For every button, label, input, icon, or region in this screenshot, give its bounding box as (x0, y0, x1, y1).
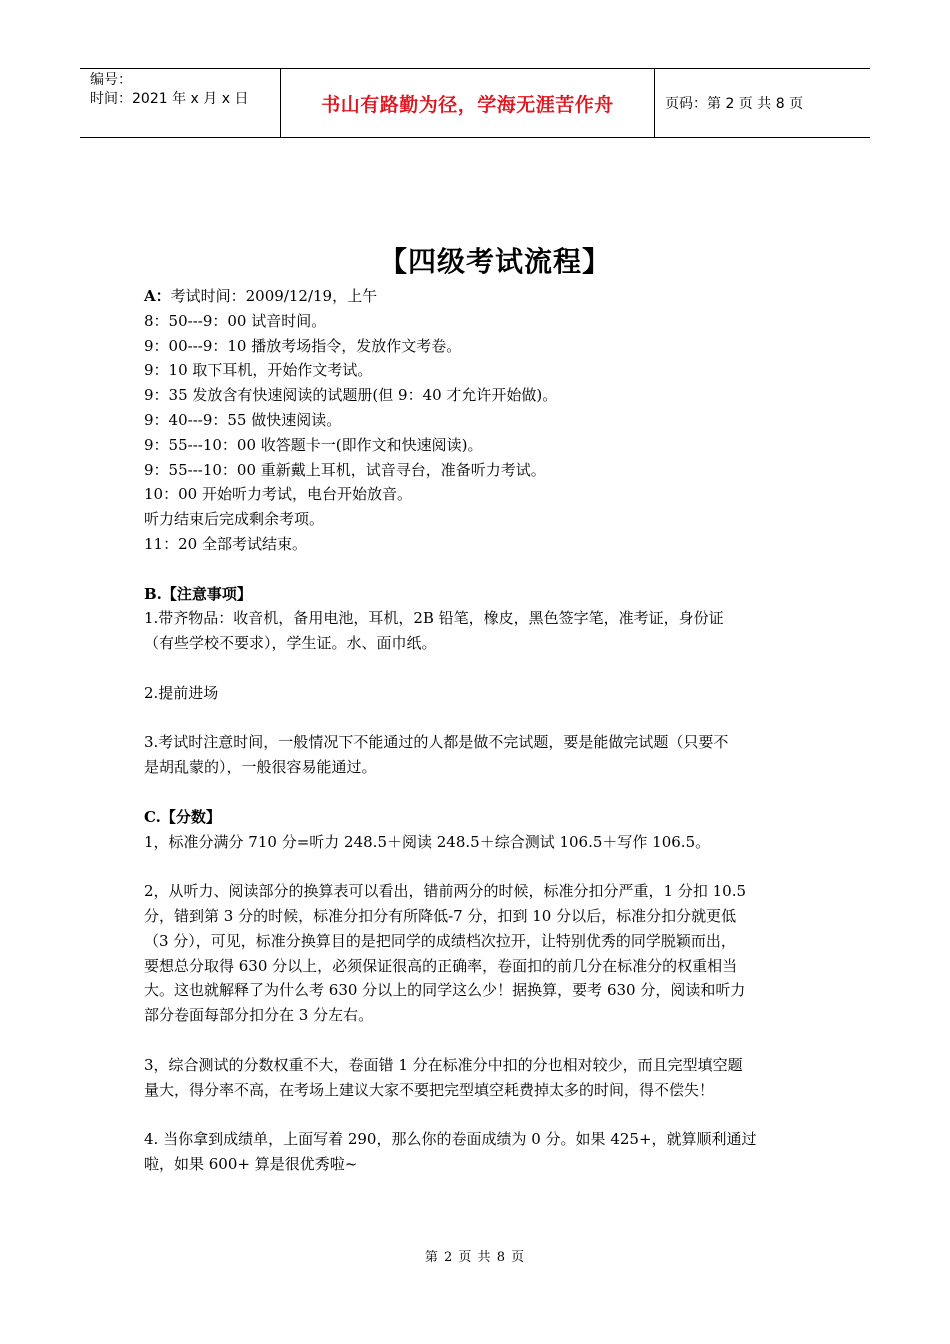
schedule-line: 11：20 全部考试结束。 (144, 534, 307, 553)
spacer (144, 780, 812, 805)
score-paragraph-3-line: 3，综合测试的分数权重不大，卷面错 1 分在标准分中扣的分也相对较少，而且完型填空题 (144, 1055, 743, 1074)
section-b-heading: B.【注意事项】 (144, 584, 252, 603)
spacer (144, 557, 812, 582)
score-paragraph-2-line: （3 分），可见，标准分换算目的是把同学的成绩档次拉开，让特别优秀的同学脱颖而出， (144, 931, 736, 950)
notice-item-3-line-1: 3.考试时注意时间，一般情况下不能通过的人都是做不完试题，要是能做完试题（只要不 (144, 733, 729, 752)
notice-item-1-line-1: 1.带齐物品：收音机，备用电池，耳机，2B 铅笔，橡皮，黑色签字笔，准考证，身份证 (144, 609, 724, 628)
spacer (144, 1028, 812, 1053)
document-title: 【四级考试流程】 (378, 245, 611, 278)
motto-text: 书山有路勤为径，学海无涯苦作舟 (321, 93, 614, 116)
section-a-heading-text: 考试时间：2009/12/19，上午 (170, 287, 378, 305)
notice-item-2: 2.提前进场 (144, 683, 219, 702)
score-paragraph-2-line: 分，错到第 3 分的时候，标准分扣分有所降低-7 分，扣到 10 分以后，标准分扣分就更低 (144, 906, 737, 925)
document-body (144, 284, 812, 1177)
schedule-line: 10：00 开始听力考试，电台开始放音。 (144, 485, 412, 504)
spacer (144, 1102, 812, 1127)
schedule-line: 9：00---9：10 播放考场指令，发放作文考卷。 (144, 336, 462, 355)
notice-item-3-line-2: 是胡乱蒙的），一般很容易能通过。 (144, 758, 377, 777)
schedule-line: 8：50---9：00 试音时间。 (144, 311, 327, 330)
serial-number-label: 编号： (90, 72, 132, 88)
schedule-line: 听力结束后完成剩余考项。 (144, 510, 325, 529)
header-meta (80, 69, 281, 137)
schedule-line: 9：10 取下耳机，开始作文考试。 (144, 361, 373, 380)
score-paragraph-2-line: 大。这也就解释了为什么考 630 分以上的同学这么少！据换算，要考 630 分，阅读和听力 (144, 981, 746, 1000)
score-paragraph-4-line: 4. 当你拿到成绩单，上面写着 290，那么你的卷面成绩为 0 分。如果 425+，就算顺利通过 (144, 1130, 757, 1149)
score-paragraph-1: 1，标准分满分 710 分=听力 248.5＋阅读 248.5＋综合测试 106.5＋写作 106.5。 (144, 832, 711, 851)
spacer (144, 706, 812, 731)
schedule-line: 9：55---10：00 重新戴上耳机，试音寻台，准备听力考试。 (144, 460, 546, 479)
schedule-line: 9：55---10：00 收答题卡一(即作文和快速阅读)。 (144, 435, 483, 454)
page-footer: 第 2 页 共 8 页 (424, 1250, 526, 1265)
page-number-cell (655, 69, 870, 137)
spacer (144, 854, 812, 879)
score-paragraph-4-line: 啦，如果 600+ 算是很优秀啦~ (144, 1154, 358, 1173)
schedule-line: 9：35 发放含有快速阅读的试题册(但 9：40 才允许开始做)。 (144, 386, 558, 405)
score-paragraph-2-line: 2，从听力、阅读部分的换算表可以看出，错前两分的时候，标准分扣分严重，1 分扣 10.5 (144, 882, 747, 901)
spacer (144, 656, 812, 681)
notice-item-1-line-2: （有些学校不要求），学生证。水、面巾纸。 (144, 634, 437, 653)
score-paragraph-2-line: 要想总分取得 630 分以上，必须保证很高的正确率，卷面扣的前几分在标准分的权重相当 (144, 956, 738, 975)
section-c-heading: C.【分数】 (144, 807, 221, 826)
page-number-label: 页码：第 2 页 共 8 页 (665, 96, 804, 112)
motto-banner (281, 69, 655, 137)
score-paragraph-3-line: 量大，得分率不高，在考场上建议大家不要把完型填空耗费掉太多的时间，得不偿失！ (144, 1080, 715, 1099)
page-header (80, 68, 870, 138)
score-paragraph-2-line: 部分卷面每部分扣分在 3 分左右。 (144, 1006, 374, 1025)
section-a-heading (144, 284, 812, 309)
section-a-prefix: A： (144, 287, 171, 305)
schedule-line: 9：40---9：55 做快速阅读。 (144, 410, 342, 429)
date-label: 时间：2021 年 x 月 x 日 (90, 91, 249, 107)
